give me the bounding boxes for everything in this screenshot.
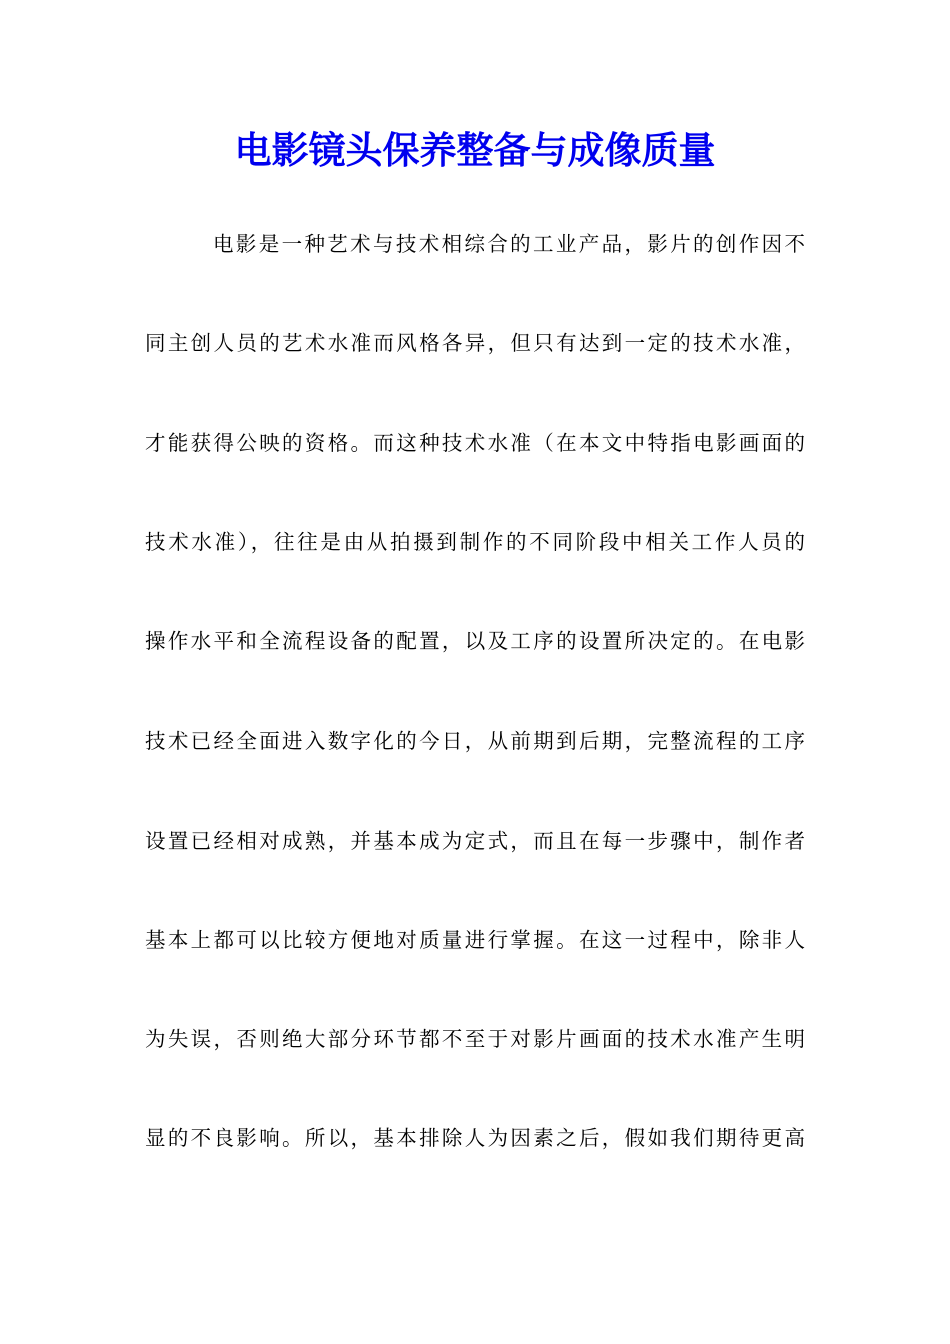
paragraph-line-8: 基本上都可以比较方便地对质量进行掌握。在这一过程中，除非人	[145, 928, 805, 952]
paragraph-line-1: 电影是一种艺术与技术相综合的工业产品，影片的创作因不	[213, 232, 805, 256]
paragraph-line-4: 技术水准），往往是由从拍摄到制作的不同阶段中相关工作人员的	[145, 530, 805, 554]
paragraph-line-3: 才能获得公映的资格。而这种技术水准（在本文中特指电影画面的	[145, 431, 805, 455]
paragraph-line-6: 技术已经全面进入数字化的今日，从前期到后期，完整流程的工序	[145, 729, 805, 753]
document-title: 电影镜头保养整备与成像质量	[234, 128, 716, 172]
paragraph-line-9: 为失误，否则绝大部分环节都不至于对影片画面的技术水准产生明	[145, 1027, 805, 1051]
paragraph-line-7: 设置已经相对成熟，并基本成为定式，而且在每一步骤中，制作者	[145, 829, 805, 853]
paragraph-line-2: 同主创人员的艺术水准而风格各异，但只有达到一定的技术水准，	[145, 331, 805, 355]
paragraph-line-10: 显的不良影响。所以，基本排除人为因素之后，假如我们期待更高	[145, 1126, 805, 1150]
paragraph-line-5: 操作水平和全流程设备的配置，以及工序的设置所决定的。在电影	[145, 629, 805, 653]
